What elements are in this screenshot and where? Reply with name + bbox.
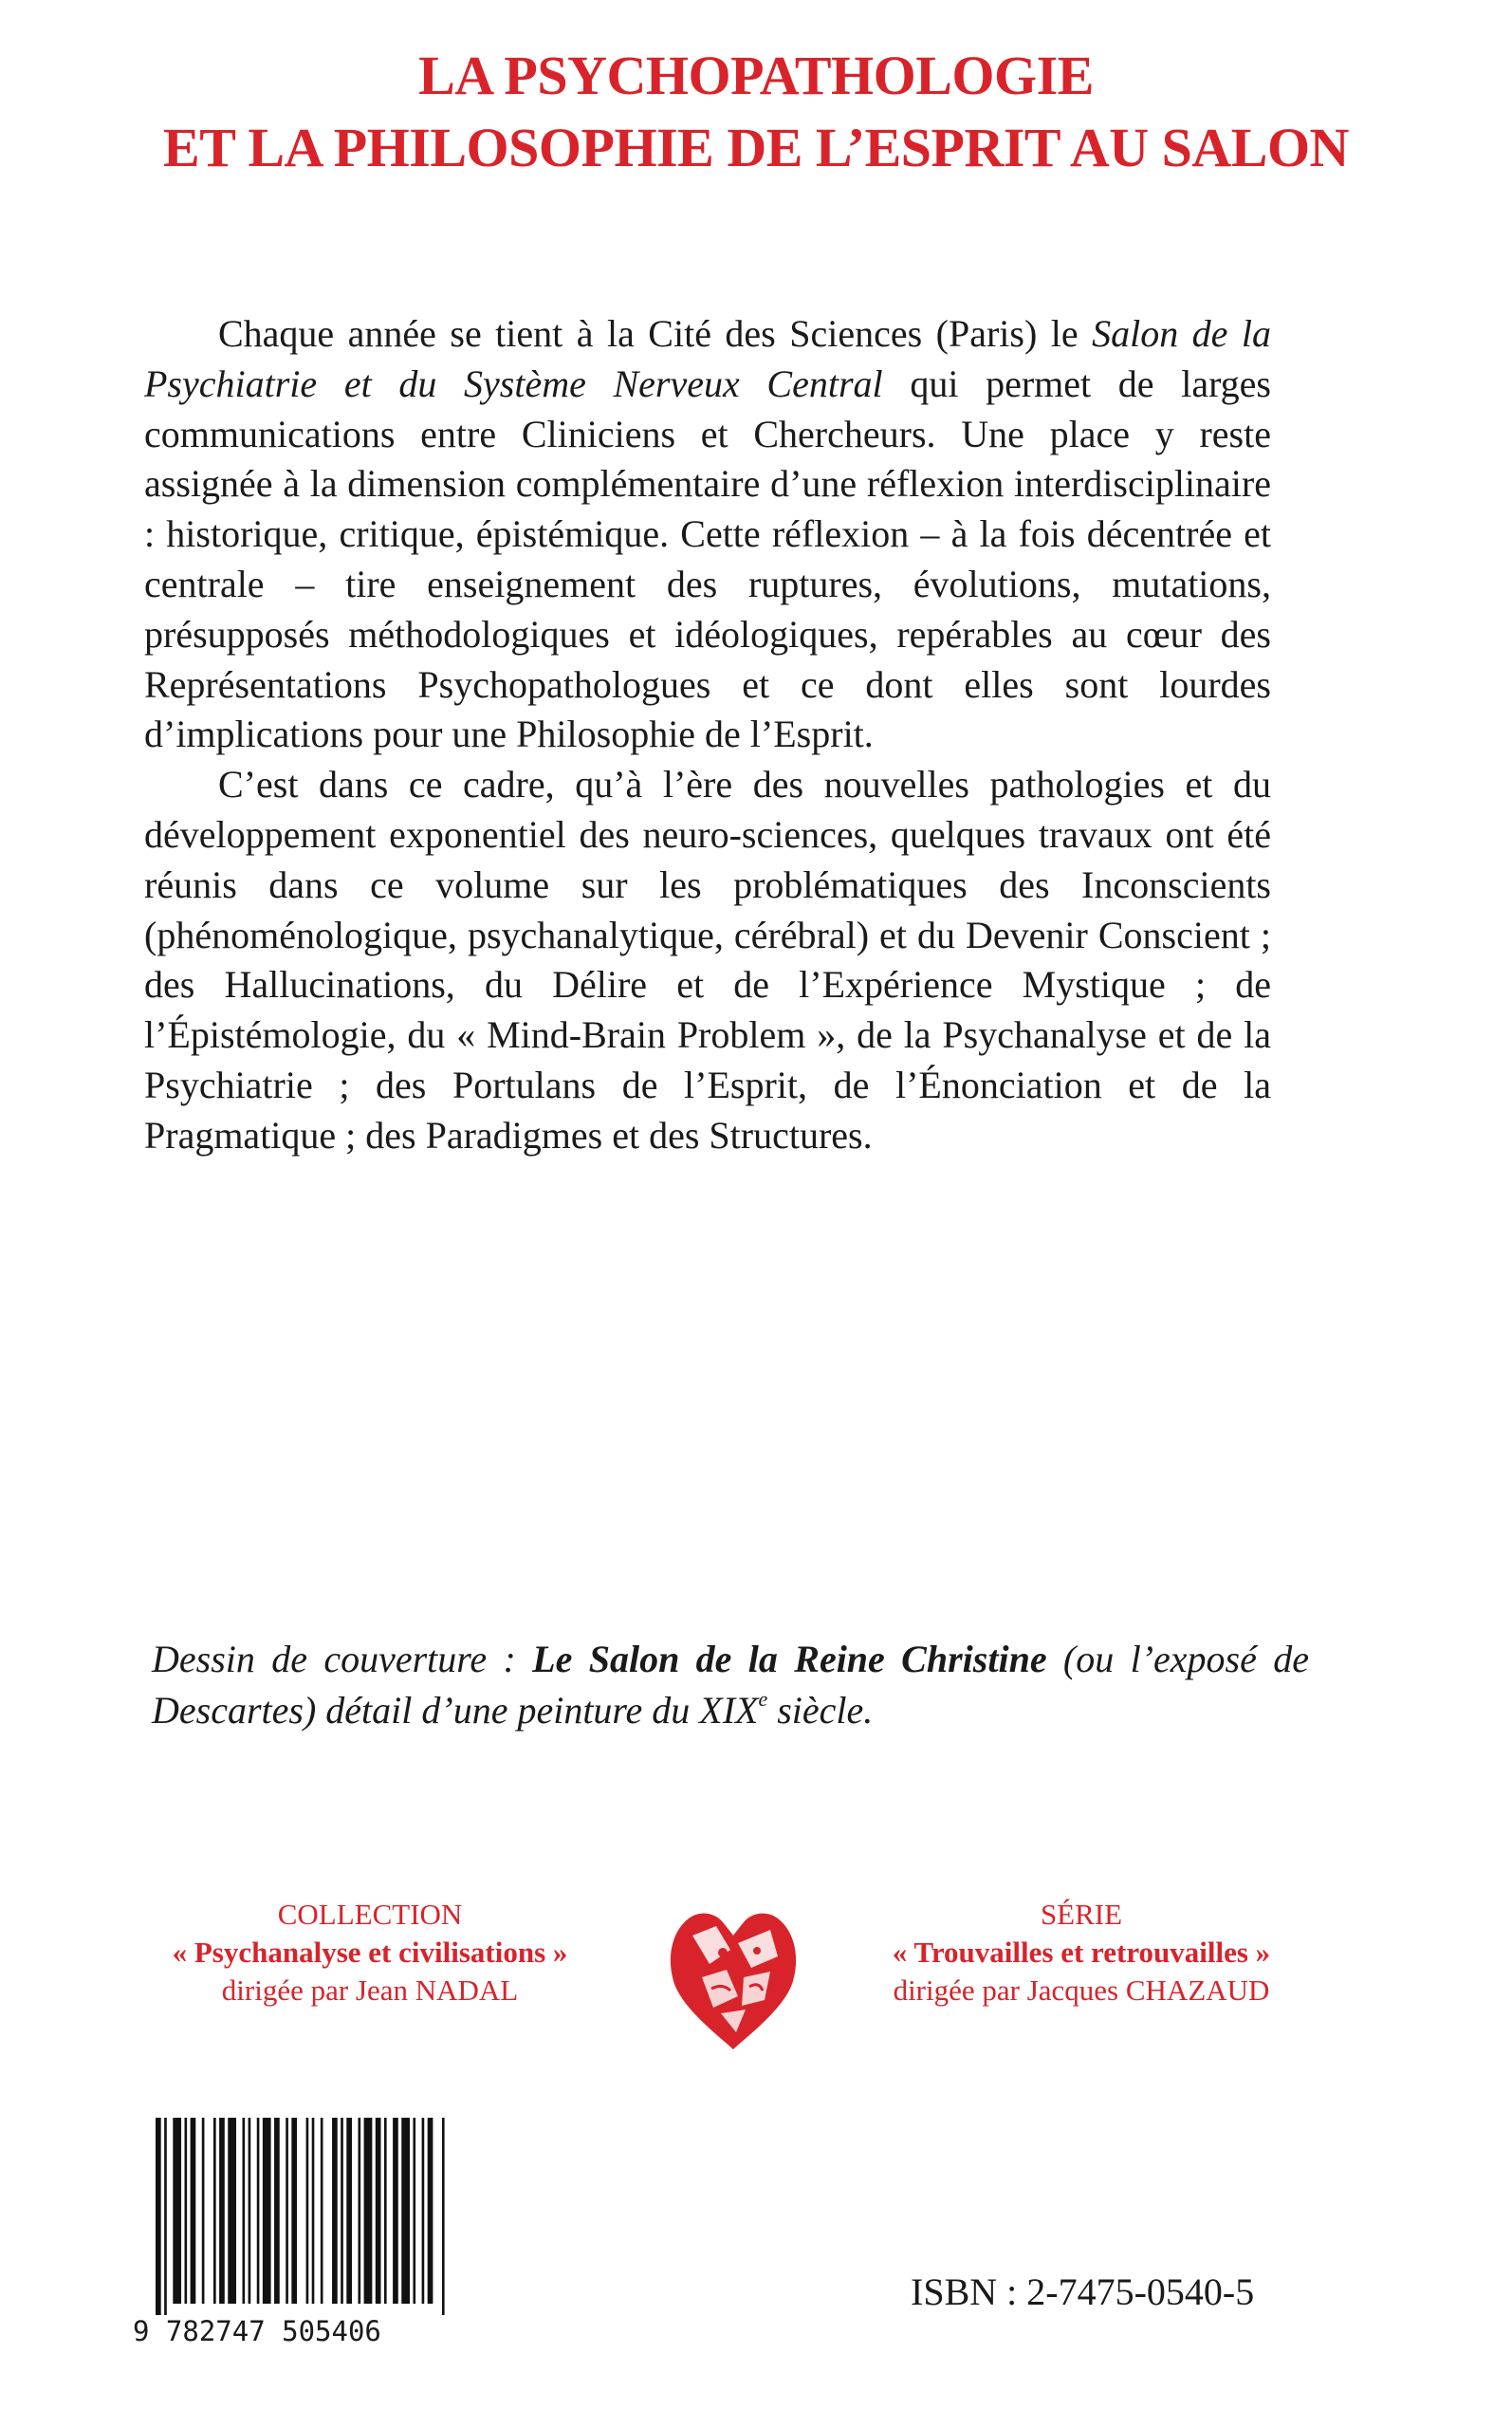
barcode-bar — [228, 2118, 236, 2304]
barcode-bar — [274, 2118, 280, 2304]
collection-label: COLLECTION — [277, 1898, 463, 1931]
barcode-bar — [321, 2118, 323, 2304]
paragraph-2: C’est dans ce cadre, qu’à l’ère des nouvelles pathologies et du développement exponentiel des neuro-sciences, quelques travaux ont été réunis dans ce volume sur les problématiques des Inconscients (phénoménologique, psychanalytique, cérébral) et du Devenir Conscient ; des Hallucinations, du Délire et de l’Expérience Mystique ; de l’Épistémologie, du « Mind-Brain Problem », de la Psychanalyse et de la Psychiatrie ; des Portulans de l’Esprit, de l’Énonciation et de la Pragmatique ; des Paradigmes et des Structures. — [144, 763, 1271, 1157]
title-line-1: LA PSYCHOPATHOLOGIE — [418, 45, 1094, 106]
barcode-digits: 9 782747 505406 — [133, 2315, 381, 2347]
barcode-bar — [191, 2118, 196, 2304]
barcode-bar — [413, 2118, 415, 2304]
serie-name: « Trouvailles et retrouvailles » — [892, 1936, 1271, 1969]
barcode-bar — [428, 2118, 433, 2304]
serie-label: SÉRIE — [1040, 1898, 1123, 1931]
barcode-bar — [213, 2118, 216, 2304]
title-line-2: ET LA PHILOSOPHIE DE L’ESPRIT AU SALON — [163, 117, 1349, 178]
barcode-bar — [442, 2118, 445, 2315]
barcode-bar — [359, 2118, 361, 2304]
barcode-bar — [185, 2118, 188, 2304]
serie-director: dirigée par Jacques CHAZAUD — [893, 1974, 1270, 2007]
publisher-logo-icon — [664, 1898, 802, 2057]
painting-title: Le Salon de la Reine Christine — [532, 1638, 1047, 1680]
barcode-bar — [332, 2118, 338, 2304]
barcode-bar — [291, 2118, 297, 2304]
barcode-bar — [173, 2118, 181, 2304]
barcode-bar — [164, 2118, 167, 2315]
cover-credit: Dessin de couverture : Le Salon de la Reine Christine (ou l’exposé de Descartes) détail d’une peinture du XIXe siècle. — [152, 1638, 1309, 1732]
barcode-bar — [346, 2118, 352, 2304]
paragraph-1: Chaque année se tient à la Cité des Sciences (Paris) le Salon de la Psychiatrie et du Système Nerveux Central qui permet de larges communications entre Cliniciens et Chercheurs. Une place y reste assignée à la dimension complémentaire d’une réflexion interdisciplinaire : historique, critique, épistémique. Cette réflexion – à la fois décentrée et centrale – tire enseignement des ruptures, évolutions, mutations, présupposés méthodologiques et idéologiques, repérables au cœur des Représentations Psychopathologues et ce dont elles sont lourdes d’implications pour une Philosophie de l’Esprit. — [144, 312, 1271, 756]
barcode-bar — [257, 2118, 260, 2304]
barcode-bar — [243, 2118, 246, 2304]
barcode-bar — [393, 2118, 398, 2304]
barcode — [133, 2116, 461, 2351]
barcode-bar — [249, 2118, 251, 2304]
barcode-bar — [384, 2118, 387, 2304]
collection-director: dirigée par Jean NADAL — [221, 1974, 519, 2007]
salon-name: Salon de la Psychiatrie et du Système Nerveux Central — [144, 312, 1271, 405]
barcode-bar — [422, 2118, 425, 2304]
serie-info — [835, 1896, 1328, 2010]
barcode-bar — [364, 2118, 373, 2304]
back-cover-description — [144, 309, 1271, 1161]
barcode-bar — [263, 2118, 271, 2304]
barcode-bar — [219, 2118, 225, 2304]
book-title — [0, 40, 1512, 184]
isbn-number: ISBN : 2-7475-0540-5 — [911, 2270, 1255, 2313]
barcode-bar — [341, 2118, 343, 2304]
barcode-bar — [286, 2118, 288, 2304]
collection-info — [133, 1896, 607, 2010]
barcode-bar — [312, 2118, 315, 2304]
barcode-bars — [133, 2116, 461, 2317]
collection-name: « Psychanalyse et civilisations » — [172, 1936, 568, 1969]
barcode-bar — [376, 2118, 381, 2304]
barcode-bar — [202, 2118, 205, 2304]
barcode-bar — [401, 2118, 410, 2304]
barcode-bar — [156, 2118, 161, 2315]
barcode-bar — [306, 2118, 309, 2304]
